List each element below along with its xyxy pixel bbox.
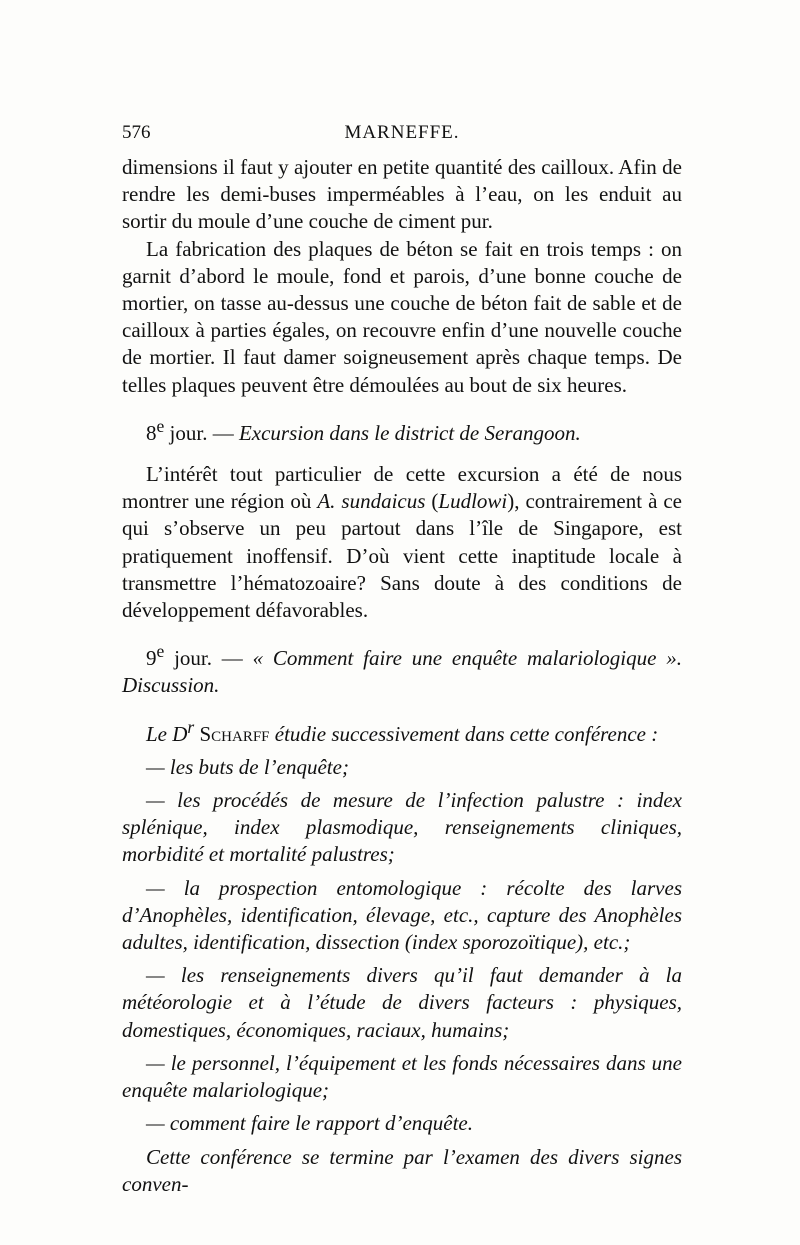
day-8-ordinal: e <box>156 415 165 436</box>
closing-line: Cette conférence se termine par l’examen des divers signes conven- <box>122 1144 682 1196</box>
excursion-text-b: ), contrairement à ce qui s’observe un peu partout dans l’île de Singapore, est pratiquement inoffensif. D’où vient cette inaptitude locale à transmettre l’hématozoaire? Sans doute à des conditions de développement défavorables. <box>122 489 683 623</box>
day-9-heading <box>122 638 682 699</box>
list-item: — les buts de l’enquête; <box>146 754 349 779</box>
excursion-paren: ( <box>425 489 439 514</box>
day-9-title: « Comment faire une enquête malariologique ». Discussion. <box>122 646 683 698</box>
intro-title-sup: r <box>187 716 195 737</box>
day-8-heading <box>122 413 682 447</box>
day-9-number: 9 <box>146 646 157 671</box>
species-name: A. sundaicus <box>317 489 426 514</box>
paragraph-beton: La fabrication des plaques de béton se fait en trois temps : on garnit d’abord le moule, fond et parois, d’une bonne couche de mortier, on tasse au-dessus une couche de béton fait de sable et de cailloux à parties égales, on recouvre enfin d’une nouvelle couche de mortier. Il faut damer soigneusement après chaque temps. De telles plaques peuvent être démoulées au bout de six heures. <box>122 236 682 397</box>
conference-intro <box>122 714 682 748</box>
excursion-text-a: L’intérêt tout particulier de cette excursion a été de nous montrer une région où <box>122 462 682 514</box>
day-8-label: jour. — <box>164 420 239 445</box>
day-8-title: Excursion dans le district de Serangoon. <box>238 420 581 445</box>
author-name: Scharff <box>199 721 270 746</box>
page-number: 576 <box>122 122 151 143</box>
day-9-ordinal: e <box>156 641 165 662</box>
variant-name: Ludlowi <box>438 489 508 514</box>
list-item: — comment faire le rapport d’enquête. <box>146 1111 473 1136</box>
list-item: — les procédés de mesure de l’infection palustre : index splénique, index plasmodique, renseignements cliniques, morbidité et mortalité palustres; <box>122 788 682 867</box>
page-body <box>122 154 682 1198</box>
list-item: — le personnel, l’équipement et les fonds nécessaires dans une enquête malariologique; <box>122 1050 682 1103</box>
intro-text-b: étudie successivement dans cette conférence : <box>269 721 659 746</box>
list-item: — la prospection entomologique : récolte des larves d’Anophèles, identification, élevage, etc., capture des Anophèles adultes, identification, dissection (index sporozoïtique), etc.; <box>122 875 682 955</box>
day-9-label: jour. — <box>164 646 253 671</box>
intro-text-a: Le D <box>146 721 188 746</box>
running-head: MARNEFFE. <box>344 122 460 143</box>
paragraph-continuation: dimensions il faut y ajouter en petite quantité des cailloux. Afin de rendre les demi-buses imperméables à l’eau, on les enduit au sortir du moule d’une couche de ciment pur. <box>122 155 682 234</box>
paragraph-excursion <box>122 461 682 624</box>
list-item: — les renseignements divers qu’il faut demander à la météorologie et à l’étude de divers facteurs : physiques, domestiques, économiques, raciaux, humains; <box>122 963 682 1042</box>
page-header <box>122 122 682 150</box>
day-8-number: 8 <box>146 420 157 445</box>
